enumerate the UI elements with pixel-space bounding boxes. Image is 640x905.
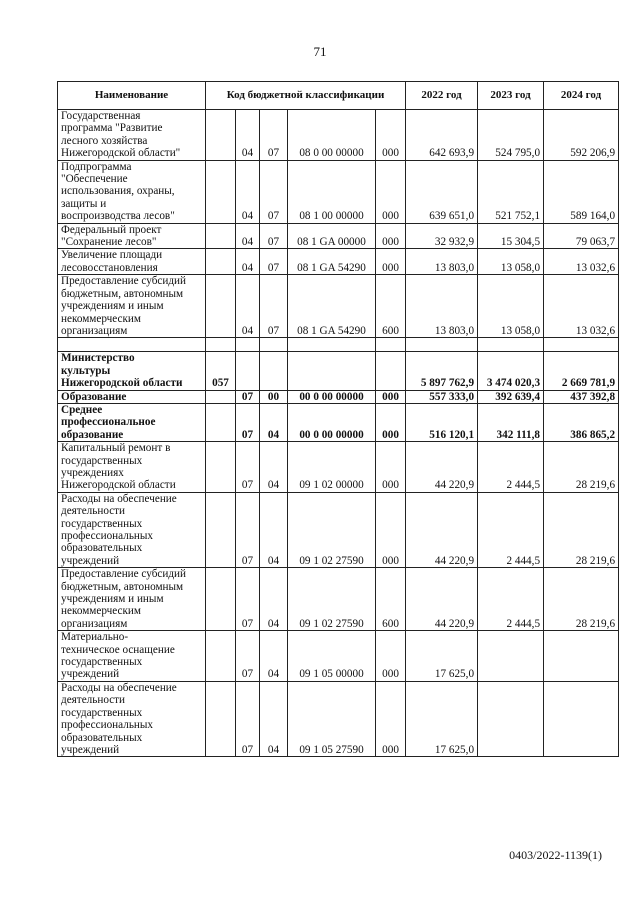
spacer-cell — [236, 338, 260, 352]
table-row — [58, 249, 619, 275]
table-row — [58, 352, 619, 390]
row-value-2023 — [478, 681, 544, 756]
row-value-2023 — [478, 631, 544, 682]
row-value-2024: 79 063,7 — [544, 223, 619, 249]
row-value-2022: 17 625,0 — [406, 681, 478, 756]
header-2023: 2023 год — [478, 82, 544, 110]
row-expense-type-code: 000 — [376, 442, 406, 493]
spacer-cell — [478, 338, 544, 352]
row-subsection-code: 04 — [260, 681, 288, 756]
row-section-code: 04 — [236, 275, 260, 338]
table-row — [58, 492, 619, 567]
row-value-2024: 28 219,6 — [544, 568, 619, 631]
row-value-2023: 3 474 020,3 — [478, 352, 544, 390]
row-ved-code — [206, 568, 236, 631]
row-target-article-code: 09 1 05 27590 — [288, 681, 376, 756]
budget-table — [57, 81, 619, 757]
table-row — [58, 681, 619, 756]
row-value-2024 — [544, 681, 619, 756]
row-value-2024: 28 219,6 — [544, 442, 619, 493]
row-expense-type-code: 000 — [376, 681, 406, 756]
row-expense-type-code: 000 — [376, 223, 406, 249]
row-name: Увеличение площади лесовосстановления — [58, 249, 206, 275]
table-row — [58, 275, 619, 338]
row-value-2024: 386 865,2 — [544, 403, 619, 441]
row-target-article-code: 09 1 05 00000 — [288, 631, 376, 682]
row-expense-type-code: 000 — [376, 390, 406, 403]
row-section-code: 07 — [236, 442, 260, 493]
table-row — [58, 403, 619, 441]
row-value-2022: 13 803,0 — [406, 249, 478, 275]
row-target-article-code: 09 1 02 27590 — [288, 568, 376, 631]
row-value-2024: 13 032,6 — [544, 249, 619, 275]
row-value-2022: 13 803,0 — [406, 275, 478, 338]
row-value-2024: 589 164,0 — [544, 160, 619, 223]
table-row — [58, 223, 619, 249]
row-name: Федеральный проект "Сохранение лесов" — [58, 223, 206, 249]
row-target-article-code: 00 0 00 00000 — [288, 390, 376, 403]
row-value-2023: 524 795,0 — [478, 110, 544, 161]
row-expense-type-code: 600 — [376, 568, 406, 631]
row-name: Министерство культуры Нижегородской области — [58, 352, 206, 390]
row-value-2022: 516 120,1 — [406, 403, 478, 441]
spacer-cell — [260, 338, 288, 352]
header-code: Код бюджетной классификации — [206, 82, 406, 110]
row-value-2024: 592 206,9 — [544, 110, 619, 161]
row-ved-code — [206, 275, 236, 338]
row-target-article-code: 08 1 00 00000 — [288, 160, 376, 223]
row-subsection-code: 04 — [260, 403, 288, 441]
row-value-2023: 13 058,0 — [478, 249, 544, 275]
row-target-article-code: 08 1 GA 00000 — [288, 223, 376, 249]
row-name: Предоставление субсидий бюджетным, автономным учреждениям и иным некоммерческим организациям — [58, 275, 206, 338]
header-2024: 2024 год — [544, 82, 619, 110]
table-spacer-row — [58, 338, 619, 352]
row-ved-code — [206, 403, 236, 441]
row-value-2022: 17 625,0 — [406, 631, 478, 682]
row-target-article-code — [288, 352, 376, 390]
row-value-2023: 342 111,8 — [478, 403, 544, 441]
spacer-cell — [288, 338, 376, 352]
row-value-2023: 15 304,5 — [478, 223, 544, 249]
row-subsection-code: 04 — [260, 568, 288, 631]
row-value-2022: 639 651,0 — [406, 160, 478, 223]
row-ved-code — [206, 110, 236, 161]
row-ved-code — [206, 223, 236, 249]
row-value-2022: 642 693,9 — [406, 110, 478, 161]
row-ved-code — [206, 631, 236, 682]
row-section-code: 04 — [236, 160, 260, 223]
row-subsection-code: 07 — [260, 223, 288, 249]
row-expense-type-code: 000 — [376, 110, 406, 161]
row-name: Материально- техническое оснащение государственных учреждений — [58, 631, 206, 682]
row-value-2024: 437 392,8 — [544, 390, 619, 403]
row-expense-type-code: 000 — [376, 631, 406, 682]
row-value-2022: 44 220,9 — [406, 568, 478, 631]
row-value-2022: 32 932,9 — [406, 223, 478, 249]
row-subsection-code: 07 — [260, 275, 288, 338]
row-target-article-code: 00 0 00 00000 — [288, 403, 376, 441]
row-subsection-code: 00 — [260, 390, 288, 403]
row-section-code: 04 — [236, 110, 260, 161]
row-ved-code — [206, 160, 236, 223]
header-name: Наименование — [58, 82, 206, 110]
table-row — [58, 110, 619, 161]
row-expense-type-code — [376, 352, 406, 390]
row-name: Образование — [58, 390, 206, 403]
row-ved-code — [206, 681, 236, 756]
spacer-cell — [58, 338, 206, 352]
document-code: 0403/2022-1139(1) — [509, 848, 602, 862]
row-ved-code — [206, 249, 236, 275]
row-value-2023: 2 444,5 — [478, 442, 544, 493]
row-subsection-code: 07 — [260, 160, 288, 223]
row-section-code: 04 — [236, 223, 260, 249]
row-subsection-code: 07 — [260, 110, 288, 161]
spacer-cell — [206, 338, 236, 352]
row-target-article-code: 09 1 02 00000 — [288, 442, 376, 493]
row-subsection-code — [260, 352, 288, 390]
row-ved-code — [206, 390, 236, 403]
row-ved-code: 057 — [206, 352, 236, 390]
row-expense-type-code: 000 — [376, 160, 406, 223]
row-subsection-code: 07 — [260, 249, 288, 275]
row-name: Расходы на обеспечение деятельности государственных профессиональных образовательных учреждений — [58, 492, 206, 567]
row-expense-type-code: 600 — [376, 275, 406, 338]
table-row — [58, 442, 619, 493]
table-row — [58, 390, 619, 403]
row-value-2024: 2 669 781,9 — [544, 352, 619, 390]
table-row — [58, 160, 619, 223]
row-target-article-code: 08 0 00 00000 — [288, 110, 376, 161]
row-name: Подпрограмма "Обеспечение использования, охраны, защиты и воспроизводства лесов" — [58, 160, 206, 223]
row-expense-type-code: 000 — [376, 403, 406, 441]
spacer-cell — [406, 338, 478, 352]
row-value-2024 — [544, 631, 619, 682]
row-value-2022: 44 220,9 — [406, 442, 478, 493]
row-target-article-code: 08 1 GA 54290 — [288, 275, 376, 338]
row-section-code: 07 — [236, 390, 260, 403]
table-row — [58, 631, 619, 682]
row-expense-type-code: 000 — [376, 249, 406, 275]
row-section-code — [236, 352, 260, 390]
row-value-2022: 44 220,9 — [406, 492, 478, 567]
page-number: 71 — [313, 44, 327, 59]
row-subsection-code: 04 — [260, 631, 288, 682]
table-row — [58, 568, 619, 631]
row-name: Расходы на обеспечение деятельности государственных профессиональных образовательных учреждений — [58, 681, 206, 756]
row-value-2024: 13 032,6 — [544, 275, 619, 338]
row-target-article-code: 09 1 02 27590 — [288, 492, 376, 567]
row-section-code: 07 — [236, 568, 260, 631]
row-name: Капитальный ремонт в государственных учреждениях Нижегородской области — [58, 442, 206, 493]
row-value-2024: 28 219,6 — [544, 492, 619, 567]
row-section-code: 07 — [236, 403, 260, 441]
spacer-cell — [376, 338, 406, 352]
row-subsection-code: 04 — [260, 442, 288, 493]
table-header-row — [58, 82, 619, 110]
row-value-2023: 2 444,5 — [478, 492, 544, 567]
row-name: Государственная программа "Развитие лесного хозяйства Нижегородской области" — [58, 110, 206, 161]
row-name: Предоставление субсидий бюджетным, автономным учреждениям и иным некоммерческим организациям — [58, 568, 206, 631]
row-section-code: 07 — [236, 492, 260, 567]
row-subsection-code: 04 — [260, 492, 288, 567]
header-2022: 2022 год — [406, 82, 478, 110]
row-ved-code — [206, 492, 236, 567]
row-value-2022: 5 897 762,9 — [406, 352, 478, 390]
row-value-2023: 13 058,0 — [478, 275, 544, 338]
row-section-code: 04 — [236, 249, 260, 275]
row-name: Среднее профессиональное образование — [58, 403, 206, 441]
row-value-2023: 392 639,4 — [478, 390, 544, 403]
row-value-2022: 557 333,0 — [406, 390, 478, 403]
spacer-cell — [544, 338, 619, 352]
row-expense-type-code: 000 — [376, 492, 406, 567]
row-ved-code — [206, 442, 236, 493]
row-section-code: 07 — [236, 631, 260, 682]
row-section-code: 07 — [236, 681, 260, 756]
row-target-article-code: 08 1 GA 54290 — [288, 249, 376, 275]
row-value-2023: 521 752,1 — [478, 160, 544, 223]
row-value-2023: 2 444,5 — [478, 568, 544, 631]
